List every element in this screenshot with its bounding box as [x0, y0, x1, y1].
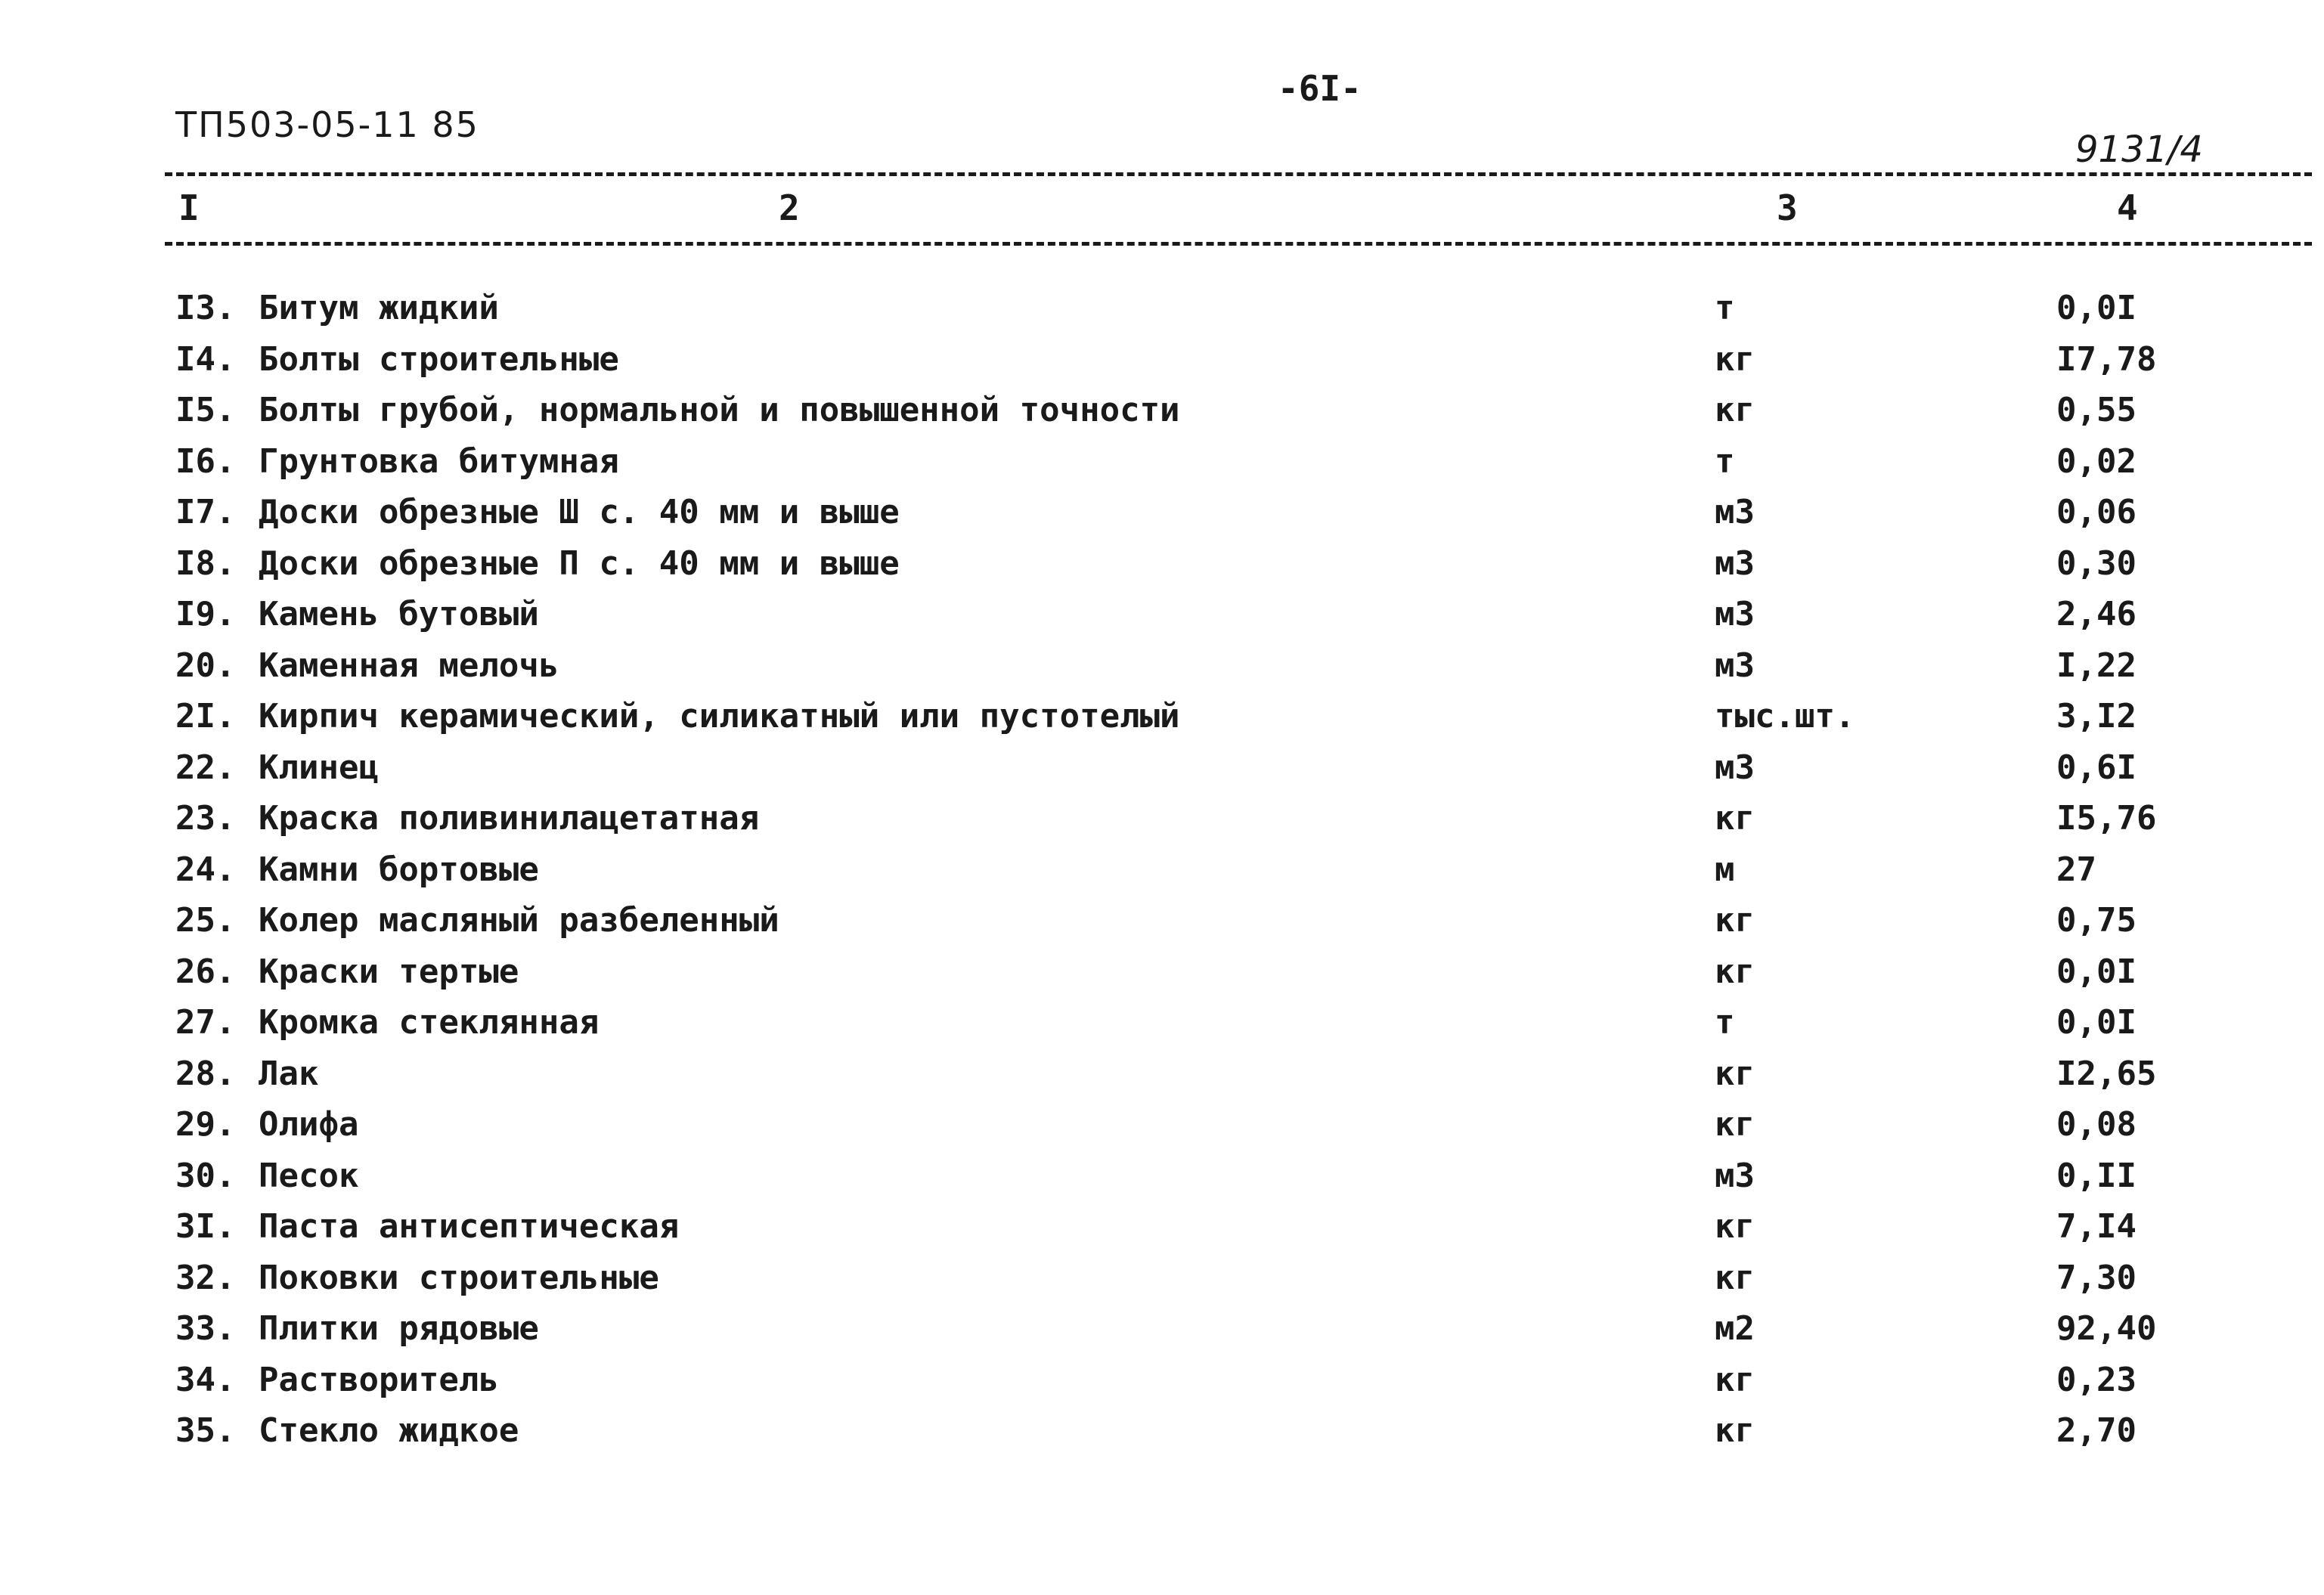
row-number: I9. — [175, 595, 236, 633]
unit: т — [1715, 1003, 1735, 1042]
material-name: Камень бутовый — [259, 595, 539, 633]
unit: м3 — [1715, 748, 1755, 787]
table-row — [0, 697, 2324, 748]
row-number: 35. — [175, 1411, 236, 1450]
unit: т — [1715, 441, 1735, 481]
material-name: Песок — [259, 1156, 359, 1195]
unit: м3 — [1715, 493, 1755, 531]
row-number: 34. — [175, 1360, 236, 1399]
material-name: Битум жидкий — [259, 289, 499, 327]
column-header-1: I — [178, 187, 200, 228]
material-name: Лак — [259, 1054, 319, 1093]
unit: м3 — [1715, 1156, 1755, 1195]
table-row — [0, 391, 2324, 442]
material-name: Клинец — [259, 748, 379, 787]
row-number: 32. — [175, 1258, 236, 1297]
material-name: Доски обрезные П с. 40 мм и выше — [259, 544, 900, 583]
unit: м — [1715, 850, 1735, 889]
quantity: I7,78 — [2056, 339, 2157, 379]
unit: т — [1715, 289, 1735, 327]
table-row — [0, 850, 2324, 902]
unit: м3 — [1715, 595, 1755, 633]
quantity: 0,30 — [2056, 544, 2137, 583]
row-number: 24. — [175, 850, 236, 889]
quantity: 0,0I — [2056, 289, 2137, 327]
unit: кг — [1715, 391, 1755, 429]
table-row — [0, 901, 2324, 952]
table-row — [0, 1105, 2324, 1157]
table-row — [0, 544, 2324, 596]
material-name: Поковки строительные — [259, 1258, 659, 1297]
header-bottom-rule — [165, 242, 2312, 246]
material-name: Кирпич керамический, силикатный или пустотелый — [259, 697, 1180, 736]
table-row — [0, 442, 2324, 494]
quantity: 92,40 — [2056, 1309, 2157, 1348]
material-name: Плитки рядовые — [259, 1309, 539, 1348]
quantity: 27 — [2056, 850, 2096, 889]
table-row — [0, 340, 2324, 392]
unit: кг — [1715, 1207, 1755, 1246]
quantity: 7,30 — [2056, 1258, 2137, 1297]
row-number: 25. — [175, 901, 236, 940]
material-name: Олифа — [259, 1105, 359, 1144]
material-name: Растворитель — [259, 1360, 499, 1399]
unit: кг — [1715, 901, 1755, 940]
quantity: 0,0I — [2056, 952, 2137, 991]
row-number: 29. — [175, 1105, 236, 1144]
unit: кг — [1715, 799, 1755, 838]
material-name: Камни бортовые — [259, 850, 539, 889]
unit: кг — [1715, 339, 1755, 379]
unit: тыс.шт. — [1715, 697, 1855, 736]
quantity: 0,08 — [2056, 1105, 2137, 1144]
quantity: 2,70 — [2056, 1411, 2137, 1450]
column-header-3: 3 — [1777, 187, 1798, 228]
row-number: 27. — [175, 1003, 236, 1042]
table-row — [0, 952, 2324, 1004]
unit: кг — [1715, 1360, 1755, 1399]
page-number: -6I- — [1278, 68, 1362, 109]
table-row — [0, 595, 2324, 646]
quantity: 7,I4 — [2056, 1207, 2137, 1246]
unit: кг — [1715, 1411, 1755, 1450]
row-number: 23. — [175, 799, 236, 838]
quantity: I2,65 — [2056, 1054, 2157, 1093]
quantity: 3,I2 — [2056, 697, 2137, 736]
row-number: 2I. — [175, 697, 236, 736]
column-header-4: 4 — [2117, 187, 2138, 228]
quantity: I,22 — [2056, 646, 2137, 685]
row-number: 22. — [175, 748, 236, 787]
material-name: Паста антисептическая — [259, 1207, 680, 1246]
material-name: Каменная мелочь — [259, 646, 559, 685]
table-row — [0, 1157, 2324, 1208]
row-number: I8. — [175, 544, 236, 583]
table-row — [0, 1055, 2324, 1106]
handwritten-note: 9131/4 — [2075, 129, 2203, 171]
table-row — [0, 1003, 2324, 1055]
table-row — [0, 493, 2324, 544]
table-row — [0, 646, 2324, 698]
row-number: 33. — [175, 1309, 236, 1348]
row-number: 30. — [175, 1156, 236, 1195]
materials-table — [0, 289, 2324, 1463]
table-row — [0, 1361, 2324, 1412]
unit: м3 — [1715, 646, 1755, 685]
material-name: Кромка стеклянная — [259, 1003, 600, 1042]
quantity: 2,46 — [2056, 595, 2137, 633]
row-number: 26. — [175, 952, 236, 991]
quantity: 0,06 — [2056, 493, 2137, 531]
unit: кг — [1715, 1258, 1755, 1297]
row-number: 3I. — [175, 1207, 236, 1246]
material-name: Болты грубой, нормальной и повышенной точности — [259, 391, 1180, 429]
quantity: 0,75 — [2056, 901, 2137, 940]
material-name: Краски тертые — [259, 952, 519, 991]
material-name: Болты строительные — [259, 339, 619, 379]
table-row — [0, 748, 2324, 800]
row-number: I7. — [175, 493, 236, 531]
row-number: 20. — [175, 646, 236, 685]
row-number: 28. — [175, 1054, 236, 1093]
material-name: Доски обрезные Ш с. 40 мм и выше — [259, 493, 900, 531]
row-number: I4. — [175, 339, 236, 379]
quantity: 0,II — [2056, 1156, 2137, 1195]
unit: кг — [1715, 1054, 1755, 1093]
unit: м3 — [1715, 544, 1755, 583]
row-number: I5. — [175, 391, 236, 429]
table-row — [0, 1259, 2324, 1310]
table-row — [0, 289, 2324, 340]
row-number: I6. — [175, 441, 236, 481]
table-row — [0, 1309, 2324, 1361]
quantity: 0,6I — [2056, 748, 2137, 787]
material-name: Стекло жидкое — [259, 1411, 519, 1450]
quantity: 0,23 — [2056, 1360, 2137, 1399]
quantity: 0,02 — [2056, 441, 2137, 481]
unit: кг — [1715, 952, 1755, 991]
table-row — [0, 1411, 2324, 1463]
material-name: Колер масляный разбеленный — [259, 901, 779, 940]
quantity: 0,0I — [2056, 1003, 2137, 1042]
unit: кг — [1715, 1105, 1755, 1144]
quantity: 0,55 — [2056, 391, 2137, 429]
column-header-2: 2 — [779, 187, 800, 228]
material-name: Грунтовка битумная — [259, 441, 619, 481]
row-number: I3. — [175, 289, 236, 327]
header-top-rule — [165, 172, 2312, 176]
table-row — [0, 799, 2324, 850]
quantity: I5,76 — [2056, 799, 2157, 838]
document-code: ТП503-05-11 85 — [175, 104, 479, 145]
material-name: Краска поливинилацетатная — [259, 799, 760, 838]
unit: м2 — [1715, 1309, 1755, 1348]
table-row — [0, 1207, 2324, 1259]
